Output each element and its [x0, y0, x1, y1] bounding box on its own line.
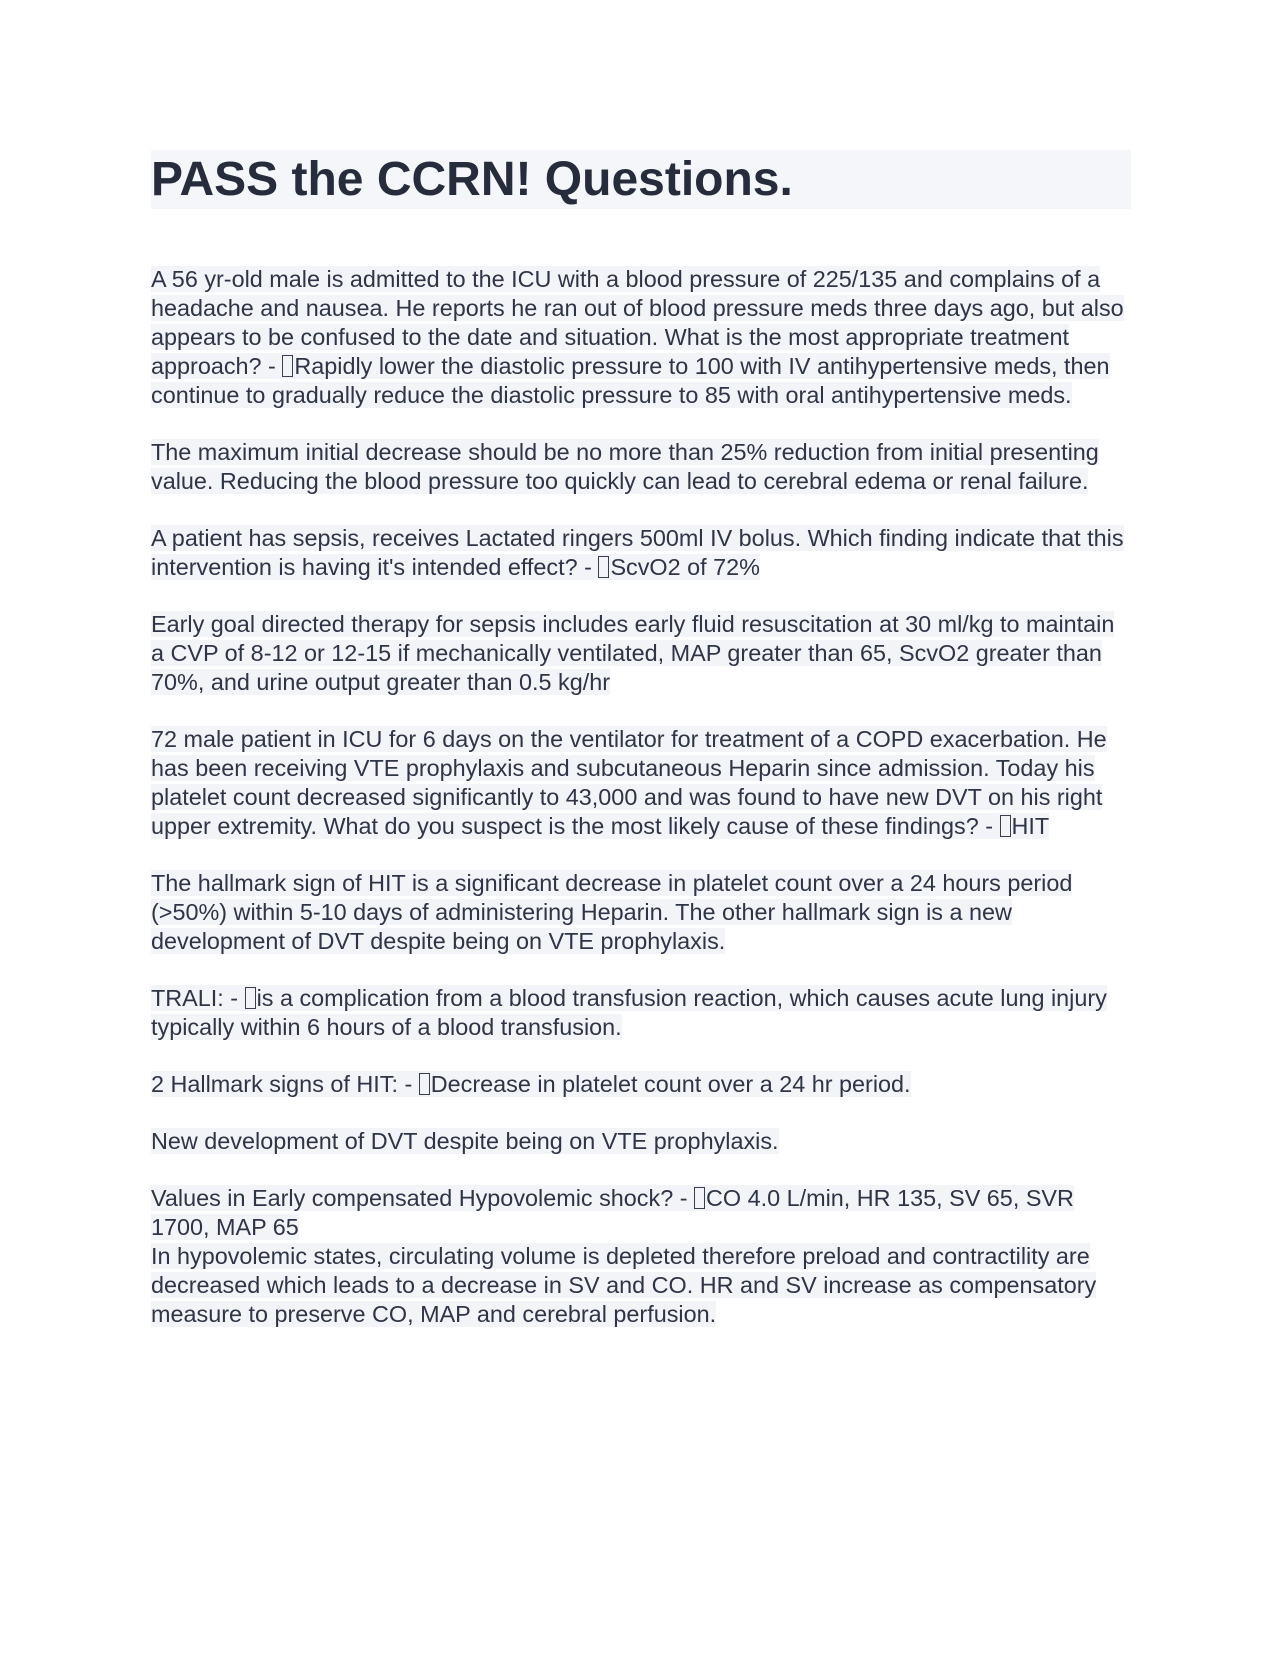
title-block — [151, 150, 1131, 209]
question-text: Values in Early compensated Hypovolemic shock? - — [151, 1185, 694, 1211]
missing-glyph-icon — [245, 987, 256, 1009]
explanation-paragraph: In hypovolemic states, circulating volume is depleted therefore preload and contractility are decreased which leads to a decrease in SV and CO. HR and SV increase as compensatory measure to preserve CO, MAP and cerebral perfusion. — [151, 1243, 1097, 1327]
document-page — [151, 150, 1131, 1357]
missing-glyph-icon — [282, 355, 293, 377]
qa-item-hit — [151, 725, 1131, 841]
missing-glyph-icon — [598, 556, 609, 578]
answer-text: ScvO2 of 72% — [610, 554, 760, 580]
question-text: TRALI: - — [151, 985, 245, 1011]
answer-text: Decrease in platelet count over a 24 hr period. — [430, 1071, 911, 1097]
qa-item-hypovolemic-shock — [151, 1184, 1131, 1242]
answer-text: HIT — [1011, 813, 1050, 839]
missing-glyph-icon — [1000, 815, 1011, 837]
missing-glyph-icon — [419, 1073, 430, 1095]
explanation-paragraph: New development of DVT despite being on VTE prophylaxis. — [151, 1128, 779, 1154]
explanation-paragraph: The hallmark sign of HIT is a significant decrease in platelet count over a 24 hours period (>50%) within 5-10 days of administering Heparin. The other hallmark sign is a new development of DVT despite being on VTE prophylaxis. — [151, 870, 1073, 954]
explanation-paragraph: Early goal directed therapy for sepsis includes early fluid resuscitation at 30 ml/kg to maintain a CVP of 8-12 or 12-15 if mechanically ventilated, MAP greater than 65, ScvO2 greater than 70%, and urine output greater than 0.5 kg/hr — [151, 611, 1115, 695]
answer-text: CO 4.0 L/min, HR 135, SV 65, SVR 1700, MAP 65 — [151, 1185, 1074, 1240]
question-text: 2 Hallmark signs of HIT: - — [151, 1071, 419, 1097]
answer-text: is a complication from a blood transfusion reaction, which causes acute lung injury typically within 6 hours of a blood transfusion. — [151, 985, 1107, 1040]
missing-glyph-icon — [694, 1187, 705, 1209]
question-text: 72 male patient in ICU for 6 days on the ventilator for treatment of a COPD exacerbation. He has been receiving VTE prophylaxis and subcutaneous Heparin since admission. Today his platelet count decreased significantly to 43,000 and was found to have new DVT on his right upper extremity. What do you suspect is the most likely cause of these findings? - — [151, 726, 1107, 839]
document-title: PASS the CCRN! Questions. — [151, 153, 793, 206]
qa-item-hypertensive-crisis — [151, 265, 1131, 410]
qa-item-hit-signs — [151, 1070, 1131, 1099]
answer-text: Rapidly lower the diastolic pressure to 100 with IV antihypertensive meds, then continue to gradually reduce the diastolic pressure to 85 with oral antihypertensive meds. — [151, 353, 1110, 408]
qa-item-trali — [151, 984, 1131, 1042]
question-text: A patient has sepsis, receives Lactated ringers 500ml IV bolus. Which finding indicate that this intervention is having it's intended effect? - — [151, 525, 1124, 580]
question-text: A 56 yr-old male is admitted to the ICU with a blood pressure of 225/135 and complains of a headache and nausea. He reports he ran out of blood pressure meds three days ago, but also appears to be confused to the date and situation. What is the most appropriate treatment approach? - — [151, 266, 1124, 379]
qa-item-sepsis — [151, 524, 1131, 582]
explanation-paragraph: The maximum initial decrease should be no more than 25% reduction from initial presenting value. Reducing the blood pressure too quickly can lead to cerebral edema or renal failure. — [151, 439, 1099, 494]
